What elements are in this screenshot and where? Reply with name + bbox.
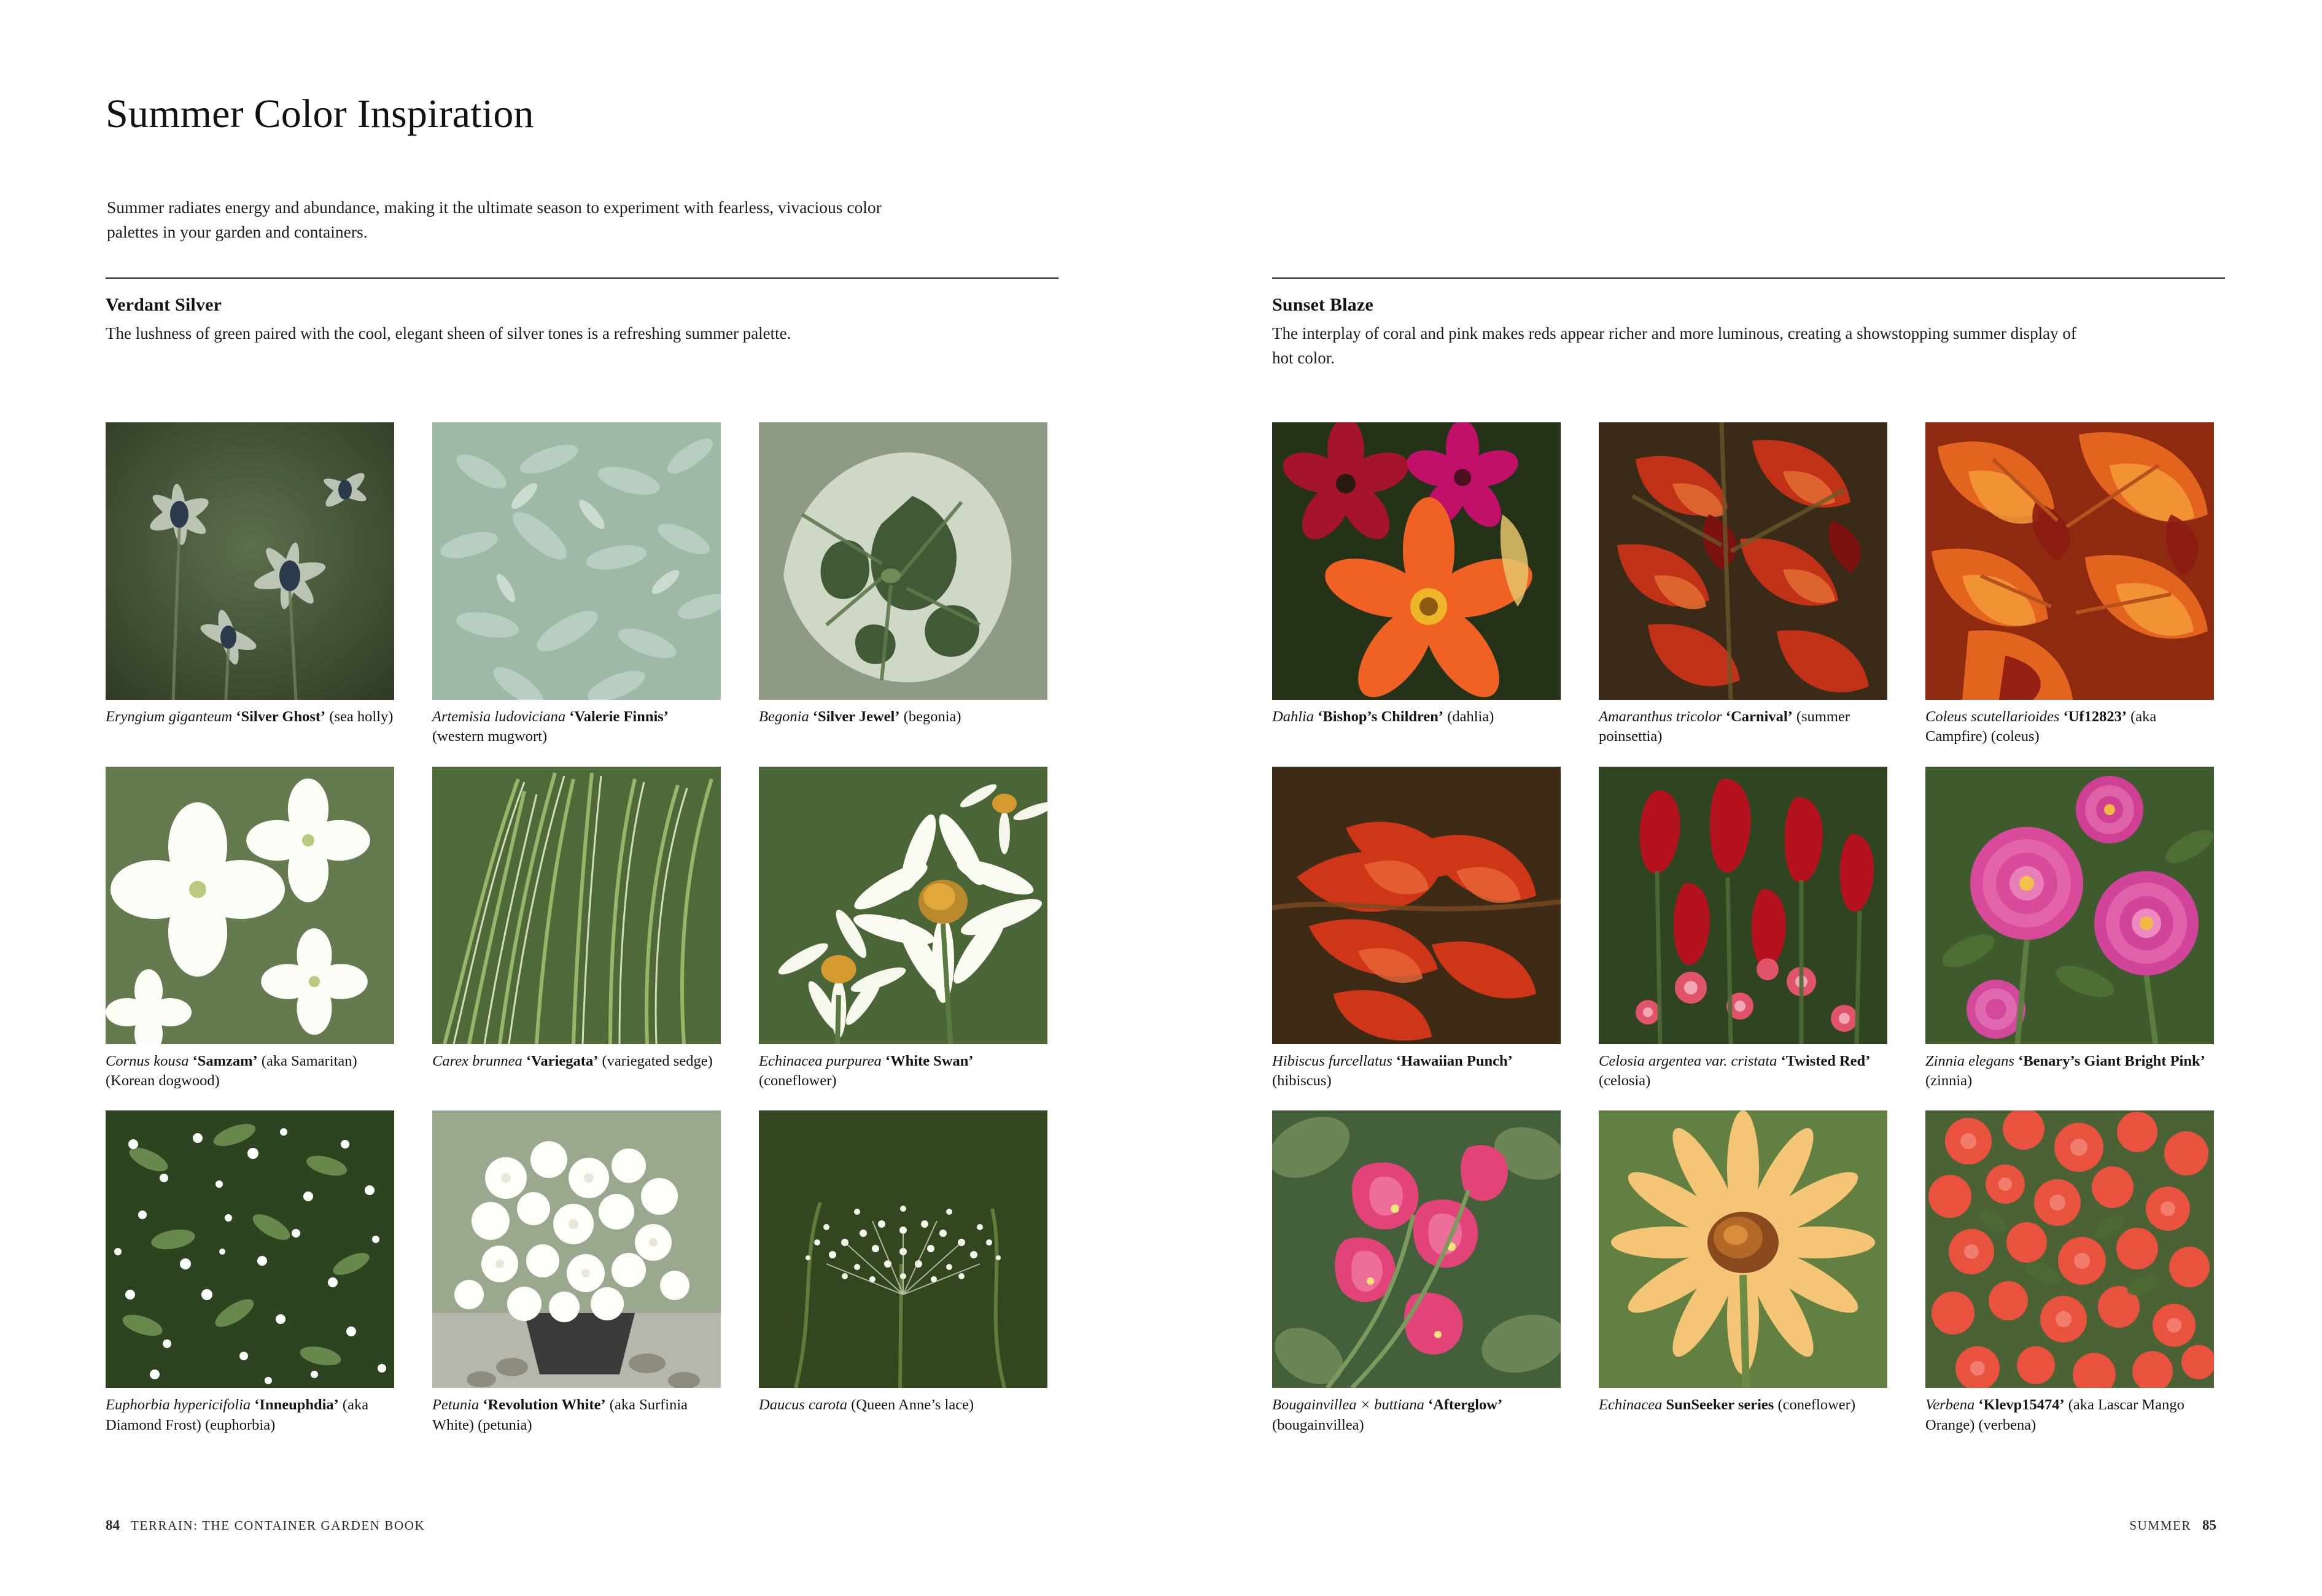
plant-card bbox=[432, 1110, 721, 1435]
plant-caption bbox=[1925, 1395, 2214, 1435]
plant-botanical: Bougainvillea × buttiana bbox=[1272, 1396, 1424, 1414]
plant-botanical: Zinnia elegans bbox=[1925, 1052, 2014, 1069]
plant-cultivar: ‘Samzam’ bbox=[192, 1052, 258, 1069]
plant-photo-amaranthus bbox=[1599, 422, 1887, 700]
plant-botanical: Echinacea purpurea bbox=[759, 1052, 882, 1069]
plant-common: (variegated sedge) bbox=[602, 1052, 713, 1069]
plant-cultivar: ‘Twisted Red’ bbox=[1780, 1052, 1871, 1069]
plant-card bbox=[106, 767, 394, 1091]
plant-caption bbox=[759, 1395, 1047, 1415]
plant-cultivar: ‘Uf12823’ bbox=[2063, 708, 2127, 725]
plant-caption bbox=[1599, 1052, 1887, 1091]
page-intro: Summer radiates energy and abundance, making it the ultimate season to experiment with fearless, vivacious color palettes in your garden and containers. bbox=[107, 197, 882, 242]
page-title: Summer Color Inspiration bbox=[106, 91, 534, 136]
plant-card bbox=[1925, 1110, 2214, 1435]
plant-cultivar: ‘Bishop’s Children’ bbox=[1318, 708, 1444, 725]
plant-botanical: Celosia argentea var. cristata bbox=[1599, 1052, 1777, 1069]
plant-card bbox=[106, 1110, 394, 1435]
plant-photo-daucus-carota bbox=[759, 1110, 1047, 1388]
section-title: Verdant Silver bbox=[106, 295, 222, 315]
plant-botanical: Artemisia ludoviciana bbox=[432, 708, 566, 725]
plant-botanical: Amaranthus tricolor bbox=[1599, 708, 1722, 725]
plant-grid-sunset-blaze bbox=[1272, 422, 2227, 1435]
plant-cultivar: ‘White Swan’ bbox=[885, 1052, 974, 1069]
plant-caption bbox=[759, 1052, 1047, 1091]
plant-common: (western mugwort) bbox=[432, 728, 548, 745]
section-title: Sunset Blaze bbox=[1272, 295, 1373, 315]
plant-common: (aka Campfire) (coleus) bbox=[1925, 708, 2157, 745]
section-verdant-silver bbox=[106, 277, 1058, 346]
plant-cultivar: ‘Revolution White’ bbox=[483, 1396, 606, 1414]
plant-card bbox=[759, 767, 1047, 1091]
plant-photo-begonia bbox=[759, 422, 1047, 700]
plant-photo-petunia bbox=[432, 1110, 721, 1388]
section-sunset-blaze bbox=[1272, 277, 2225, 370]
plant-photo-artemisia bbox=[432, 422, 721, 700]
plant-common: (bougainvillea) bbox=[1272, 1416, 1364, 1433]
plant-card bbox=[1272, 767, 1561, 1091]
plant-caption bbox=[759, 707, 1047, 727]
footer-left bbox=[106, 1517, 425, 1533]
plant-card bbox=[1599, 422, 1887, 747]
plant-card bbox=[432, 767, 721, 1091]
plant-botanical: Daucus carota bbox=[759, 1396, 848, 1414]
plant-card bbox=[1925, 422, 2214, 747]
plant-cultivar: ‘Variegata’ bbox=[526, 1052, 599, 1069]
section-divider bbox=[1272, 277, 2225, 279]
plant-botanical: Cornus kousa bbox=[106, 1052, 189, 1069]
plant-botanical: Carex brunnea bbox=[432, 1052, 522, 1069]
page-number-right: 85 bbox=[2202, 1517, 2216, 1533]
plant-caption bbox=[432, 1052, 721, 1071]
plant-photo-hibiscus bbox=[1272, 767, 1561, 1044]
plant-photo-celosia bbox=[1599, 767, 1887, 1044]
plant-cultivar: ‘Klevp15474’ bbox=[1978, 1396, 2065, 1414]
plant-botanical: Echinacea bbox=[1599, 1396, 1663, 1414]
plant-caption bbox=[106, 1395, 394, 1435]
page-number-left: 84 bbox=[106, 1517, 120, 1533]
plant-card bbox=[1272, 1110, 1561, 1435]
plant-photo-euphorbia bbox=[106, 1110, 394, 1388]
plant-common: (begonia) bbox=[903, 708, 961, 725]
plant-cultivar: ‘Silver Jewel’ bbox=[812, 708, 900, 725]
plant-cultivar: ‘Valerie Finnis’ bbox=[569, 708, 669, 725]
plant-photo-sea-holly bbox=[106, 422, 394, 700]
plant-photo-coleus bbox=[1925, 422, 2214, 700]
plant-common: (dahlia) bbox=[1447, 708, 1494, 725]
plant-cultivar: ‘Hawaiian Punch’ bbox=[1396, 1052, 1513, 1069]
plant-common: (sea holly) bbox=[329, 708, 394, 725]
plant-card bbox=[1599, 1110, 1887, 1435]
book-title-running-head: TERRAIN: THE CONTAINER GARDEN BOOK bbox=[131, 1518, 425, 1533]
plant-photo-cornus-kousa bbox=[106, 767, 394, 1044]
plant-card bbox=[1599, 767, 1887, 1091]
plant-card bbox=[106, 422, 394, 747]
plant-caption bbox=[1925, 1052, 2214, 1091]
plant-caption bbox=[106, 1052, 394, 1091]
plant-common: (aka Samaritan) (Korean dogwood) bbox=[106, 1052, 357, 1089]
plant-photo-verbena bbox=[1925, 1110, 2214, 1388]
plant-cultivar: ‘Afterglow’ bbox=[1428, 1396, 1503, 1414]
plant-caption bbox=[1599, 707, 1887, 747]
plant-botanical: Begonia bbox=[759, 708, 809, 725]
plant-card bbox=[759, 1110, 1047, 1435]
plant-cultivar: ‘Carnival’ bbox=[1725, 708, 1793, 725]
plant-common: (aka Diamond Frost) (euphorbia) bbox=[106, 1396, 369, 1433]
plant-photo-zinnia bbox=[1925, 767, 2214, 1044]
plant-card bbox=[1925, 767, 2214, 1091]
plant-common: (aka Lascar Mango Orange) (verbena) bbox=[1925, 1396, 2184, 1433]
plant-cultivar: ‘Silver Ghost’ bbox=[236, 708, 326, 725]
plant-botanical: Hibiscus furcellatus bbox=[1272, 1052, 1392, 1069]
plant-caption bbox=[432, 1395, 721, 1435]
plant-photo-echinacea-sunseeker bbox=[1599, 1110, 1887, 1388]
plant-photo-echinacea-white-swan bbox=[759, 767, 1047, 1044]
section-divider bbox=[106, 277, 1058, 279]
plant-photo-bougainvillea bbox=[1272, 1110, 1561, 1388]
plant-card bbox=[432, 422, 721, 747]
plant-common: (celosia) bbox=[1599, 1072, 1651, 1089]
plant-caption bbox=[1925, 707, 2214, 747]
plant-botanical: Verbena bbox=[1925, 1396, 1975, 1414]
plant-card bbox=[759, 422, 1047, 747]
plant-botanical: Eryngium giganteum bbox=[106, 708, 233, 725]
plant-common: (coneflower) bbox=[759, 1072, 837, 1089]
plant-botanical: Coleus scutellarioides bbox=[1925, 708, 2060, 725]
plant-common: (summer poinsettia) bbox=[1599, 708, 1850, 745]
plant-caption bbox=[1272, 1052, 1561, 1091]
plant-card bbox=[1272, 422, 1561, 747]
plant-caption bbox=[1272, 1395, 1561, 1435]
plant-common: (hibiscus) bbox=[1272, 1072, 1332, 1089]
plant-caption bbox=[106, 707, 394, 727]
plant-caption bbox=[1272, 707, 1561, 727]
plant-botanical: Dahlia bbox=[1272, 708, 1314, 725]
plant-photo-dahlia bbox=[1272, 422, 1561, 700]
section-description: The lushness of green paired with the cool, elegant sheen of silver tones is a refreshing summer palette. bbox=[106, 324, 791, 343]
plant-cultivar: ‘Benary’s Giant Bright Pink’ bbox=[2018, 1052, 2205, 1069]
plant-botanical: Euphorbia hypericifolia bbox=[106, 1396, 251, 1414]
plant-common: (Queen Anne’s lace) bbox=[851, 1396, 974, 1414]
plant-photo-carex bbox=[432, 767, 721, 1044]
plant-common: (zinnia) bbox=[1925, 1072, 1973, 1089]
plant-caption bbox=[1599, 1395, 1887, 1415]
section-description: The interplay of coral and pink makes reds appear richer and more luminous, creating a showstopping summer display of hot color. bbox=[1272, 324, 2076, 367]
plant-common: (aka Surfinia White) (petunia) bbox=[432, 1396, 688, 1433]
chapter-running-head: SUMMER bbox=[2129, 1518, 2191, 1533]
plant-cultivar: ‘Inneuphdia’ bbox=[254, 1396, 339, 1414]
plant-cultivar: SunSeeker series bbox=[1666, 1396, 1774, 1414]
footer-right bbox=[2129, 1517, 2216, 1533]
plant-caption bbox=[432, 707, 721, 747]
plant-grid-verdant-silver bbox=[106, 422, 1061, 1435]
plant-botanical: Petunia bbox=[432, 1396, 480, 1414]
plant-common: (coneflower) bbox=[1777, 1396, 1855, 1414]
